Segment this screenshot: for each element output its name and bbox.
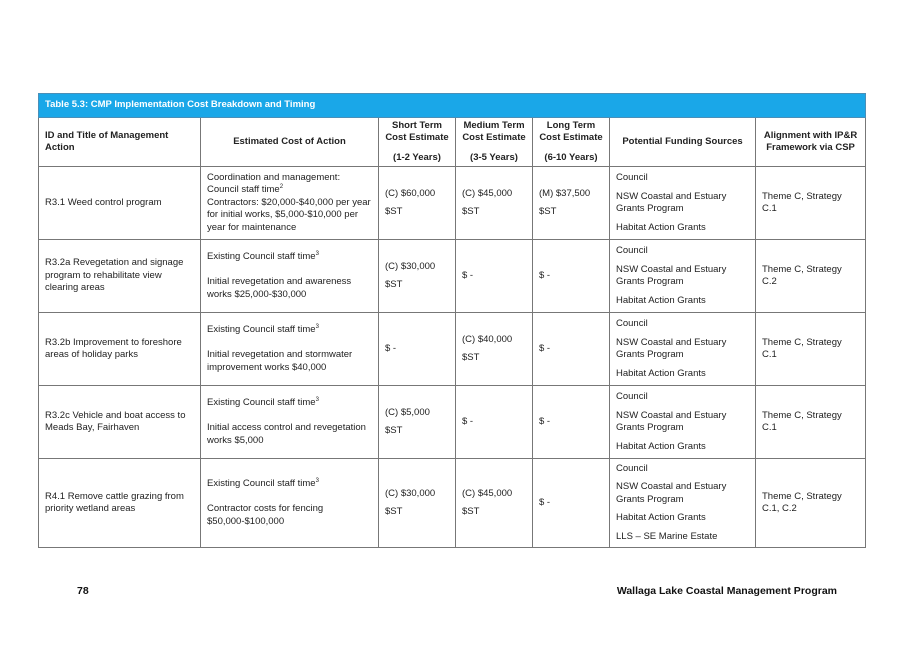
row-title: R4.1 Remove cattle grazing from priority wetland areas bbox=[39, 459, 201, 548]
footnote-marker: 2 bbox=[279, 184, 284, 191]
cost-line: Council staff time bbox=[207, 184, 280, 196]
funding-source: Habitat Action Grants bbox=[616, 440, 706, 452]
header-short-term-label: Short Term Cost Estimate bbox=[385, 119, 449, 144]
medium-term-source: $ST bbox=[462, 352, 480, 363]
long-term-value: (M) $37,500 bbox=[539, 187, 591, 199]
header-estimated-cost: Estimated Cost of Action bbox=[201, 118, 379, 167]
medium-term-value: (C) $40,000 bbox=[462, 333, 513, 345]
funding-source: Council bbox=[616, 245, 648, 256]
short-term-value: (C) $30,000 bbox=[385, 260, 436, 272]
short-term-value: (C) $60,000 bbox=[385, 187, 436, 199]
header-medium-term-label: Medium Term Cost Estimate bbox=[462, 119, 526, 144]
cost-line: Coordination and management: bbox=[207, 171, 341, 183]
funding-source: Council bbox=[616, 462, 648, 474]
row-title: R3.2c Vehicle and boat access to Meads Bay, Fairhaven bbox=[39, 386, 201, 459]
cost-line: Existing Council staff time bbox=[207, 323, 316, 335]
row-cost bbox=[201, 240, 379, 313]
header-id-title: ID and Title of Management Action bbox=[39, 118, 201, 167]
row-medium-term: $ - bbox=[456, 386, 533, 459]
row-long-term: $ - bbox=[533, 386, 610, 459]
funding-source: Habitat Action Grants bbox=[616, 221, 706, 233]
row-short-term bbox=[379, 386, 456, 459]
row-long-term: $ - bbox=[533, 240, 610, 313]
row-alignment: Theme C, Strategy C.1 bbox=[756, 313, 866, 386]
row-funding bbox=[610, 167, 756, 240]
short-term-source: $ST bbox=[385, 425, 403, 436]
row-short-term bbox=[379, 167, 456, 240]
row-alignment: Theme C, Strategy C.1 bbox=[756, 386, 866, 459]
row-short-term bbox=[379, 240, 456, 313]
footnote-marker: 3 bbox=[315, 250, 319, 257]
funding-source: Council bbox=[616, 391, 648, 402]
short-term-value: (C) $30,000 bbox=[385, 487, 436, 499]
short-term-value: (C) $5,000 bbox=[385, 406, 430, 418]
row-medium-term bbox=[456, 167, 533, 240]
medium-term-value: (C) $45,000 bbox=[462, 187, 513, 199]
cost-line: Contractor costs for fencing $50,000-$100,000 bbox=[207, 503, 324, 527]
header-long-term bbox=[533, 118, 610, 167]
cost-line-with-note bbox=[207, 184, 372, 197]
table-row bbox=[39, 167, 866, 240]
funding-source: LLS – SE Marine Estate bbox=[616, 530, 718, 542]
header-short-term bbox=[379, 118, 456, 167]
long-term-source: $ST bbox=[539, 206, 557, 217]
row-cost bbox=[201, 386, 379, 459]
cost-breakdown-table bbox=[38, 93, 866, 548]
row-title: R3.1 Weed control program bbox=[39, 167, 201, 240]
row-cost bbox=[201, 459, 379, 548]
cost-line: Existing Council staff time bbox=[207, 477, 316, 489]
funding-source: NSW Coastal and Estuary Grants Program bbox=[616, 481, 727, 505]
row-cost bbox=[201, 313, 379, 386]
funding-source: NSW Coastal and Estuary Grants Program bbox=[616, 336, 727, 360]
header-short-term-years: (1-2 Years) bbox=[393, 151, 441, 163]
cost-line-with-note bbox=[207, 478, 372, 491]
table-header-row bbox=[39, 118, 866, 167]
funding-source: Council bbox=[616, 172, 648, 183]
medium-term-value: (C) $45,000 bbox=[462, 487, 513, 499]
table-caption-row bbox=[39, 94, 866, 118]
cost-line: Initial revegetation and stormwater improvement works $40,000 bbox=[207, 349, 353, 373]
footnote-marker: 3 bbox=[315, 477, 319, 484]
footnote-marker: 3 bbox=[315, 396, 319, 403]
row-funding bbox=[610, 386, 756, 459]
row-alignment: Theme C, Strategy C.1, C.2 bbox=[756, 459, 866, 548]
row-title: R3.2a Revegetation and signage program to rehabilitate view clearing areas bbox=[39, 240, 201, 313]
cost-line-with-note bbox=[207, 397, 372, 410]
row-medium-term bbox=[456, 313, 533, 386]
short-term-source: $ST bbox=[385, 506, 403, 517]
funding-source: Habitat Action Grants bbox=[616, 294, 706, 306]
row-short-term bbox=[379, 459, 456, 548]
funding-source: Council bbox=[616, 318, 648, 329]
table-row bbox=[39, 386, 866, 459]
document-title: Wallaga Lake Coastal Management Program bbox=[616, 585, 837, 597]
row-title: R3.2b Improvement to foreshore areas of holiday parks bbox=[39, 313, 201, 386]
row-funding bbox=[610, 459, 756, 548]
funding-source: NSW Coastal and Estuary Grants Program bbox=[616, 409, 727, 433]
table-row bbox=[39, 240, 866, 313]
row-funding bbox=[610, 240, 756, 313]
funding-source: NSW Coastal and Estuary Grants Program bbox=[616, 190, 727, 214]
medium-term-source: $ST bbox=[462, 206, 480, 217]
funding-source: NSW Coastal and Estuary Grants Program bbox=[616, 263, 727, 287]
cost-line: Existing Council staff time bbox=[207, 396, 316, 408]
short-term-source: $ST bbox=[385, 279, 403, 290]
header-funding: Potential Funding Sources bbox=[610, 118, 756, 167]
cost-line-with-note bbox=[207, 324, 372, 337]
row-long-term: $ - bbox=[533, 313, 610, 386]
row-medium-term bbox=[456, 459, 533, 548]
header-medium-term-years: (3-5 Years) bbox=[470, 151, 518, 163]
funding-source: Habitat Action Grants bbox=[616, 367, 706, 379]
row-long-term: $ - bbox=[533, 459, 610, 548]
row-funding bbox=[610, 313, 756, 386]
table-row bbox=[39, 459, 866, 548]
row-medium-term: $ - bbox=[456, 240, 533, 313]
page-number: 78 bbox=[77, 585, 89, 597]
cost-line: Initial revegetation and awareness works $25,000-$30,000 bbox=[207, 276, 352, 300]
header-long-term-years: (6-10 Years) bbox=[544, 151, 598, 163]
short-term-source: $ST bbox=[385, 206, 403, 217]
row-long-term bbox=[533, 167, 610, 240]
header-long-term-label: Long Term Cost Estimate bbox=[539, 119, 603, 144]
cost-line: Initial access control and revegetation works $5,000 bbox=[207, 422, 366, 446]
row-alignment: Theme C, Strategy C.2 bbox=[756, 240, 866, 313]
table-row bbox=[39, 313, 866, 386]
medium-term-source: $ST bbox=[462, 506, 480, 517]
cost-line: Contractors: $20,000-$40,000 per year for initial works, $5,000-$10,000 per year for maintenance bbox=[207, 196, 371, 233]
row-short-term: $ - bbox=[379, 313, 456, 386]
row-alignment: Theme C, Strategy C.1 bbox=[756, 167, 866, 240]
cost-line-with-note bbox=[207, 251, 372, 264]
header-medium-term bbox=[456, 118, 533, 167]
header-alignment: Alignment with IP&R Framework via CSP bbox=[756, 118, 866, 167]
row-cost bbox=[201, 167, 379, 240]
footnote-marker: 3 bbox=[315, 323, 319, 330]
cost-line: Existing Council staff time bbox=[207, 250, 316, 262]
funding-source: Habitat Action Grants bbox=[616, 512, 706, 524]
table-caption: Table 5.3: CMP Implementation Cost Breakdown and Timing bbox=[39, 94, 866, 118]
